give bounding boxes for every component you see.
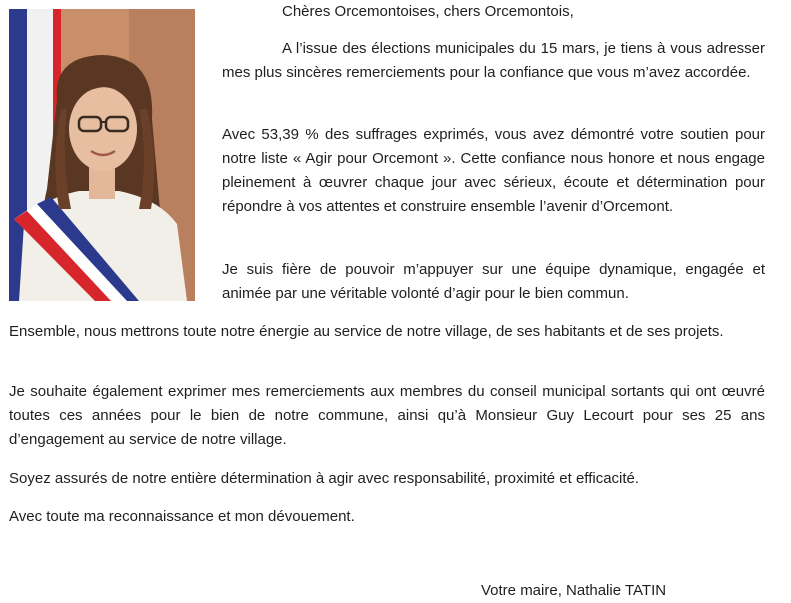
paragraph-determination: Soyez assurés de notre entière détermination à agir avec responsabilité, proximité et efficacité. — [9, 470, 640, 487]
greeting: Chères Orcemontoises, chers Orcemontois, — [282, 3, 574, 20]
paragraph-outgoing-council: Je souhaite également exprimer mes remerciements aux membres du conseil municipal sortants qui ont œuvré toutes ces années pour le bien de notre commune, ainsi qu’à Monsieur Guy Lecourt pour ses 25 ans d’engagement au service de notre village. — [9, 383, 765, 448]
mayor-portrait — [9, 9, 195, 301]
paragraph-closing: Avec toute ma reconnaissance et mon dévouement. — [9, 508, 355, 525]
paragraph-team: Je suis fière de pouvoir m’appuyer sur une équipe dynamique, engagée et animée par une véritable volonté d’agir pour le bien commun. — [222, 261, 765, 302]
paragraph-results: Avec 53,39 % des suffrages exprimés, vous avez démontré votre soutien pour notre liste « Agir pour Orcemont ». Cette confiance nous honore et nous engage pleinement à œuvrer chaque jour avec sérieux, écoute et détermination pour répondre à vos attentes et construire ensemble l’avenir d’Orcemont. — [222, 126, 765, 215]
signature: Votre maire, Nathalie TATIN — [481, 582, 667, 599]
paragraph-thanks: A l’issue des élections municipales du 15 mars, je tiens à vous adresser mes plus sincères remerciements pour la confiance que vous m’avez accordée. — [222, 40, 765, 81]
paragraph-together: Ensemble, nous mettrons toute notre énergie au service de notre village, de ses habitants et de ses projets. — [9, 323, 724, 340]
